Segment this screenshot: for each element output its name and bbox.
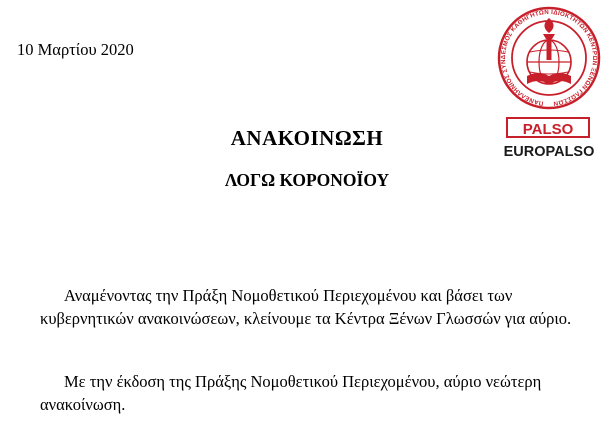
body-paragraph-2: Με την έκδοση της Πράξης Νομοθετικού Περιεχομένου, αύριο νεώτερη ανακοίνωση. bbox=[40, 372, 542, 414]
palso-emblem-icon bbox=[497, 6, 601, 116]
document-title: ΑΝΑΚΟΙΝΩΣΗ bbox=[230, 126, 384, 150]
logo-europalso-caption: EUROPALSO bbox=[503, 144, 595, 160]
logo-ring-text: ΠΑΝΕΛΛΗΝΙΟΣ ΣΥΝΔΕΣΜΟΣ ΚΑΘΗΓΗΤΩΝ ΙΔΙΟΚΤΗΤΩΝ ΚΕΝΤΡΩΝ ΞΕΝΩΝ ΓΛΩΣΣΩΝ bbox=[499, 8, 599, 107]
document-date: 10 Μαρτίου 2020 bbox=[17, 40, 134, 59]
body-paragraph-1: Αναμένοντας την Πράξη Νομοθετικού Περιεχομένου και βάσει των κυβερνητικών ανακοινώσεων, κλείνουμε τα Κέντρα Ξένων Γλωσσών για αύριο. bbox=[40, 286, 572, 328]
document-subtitle: ΛΟΓΩ ΚΟΡΟΝΟΪΟΥ bbox=[224, 170, 390, 190]
logo-palso-badge: PALSO bbox=[506, 117, 590, 138]
